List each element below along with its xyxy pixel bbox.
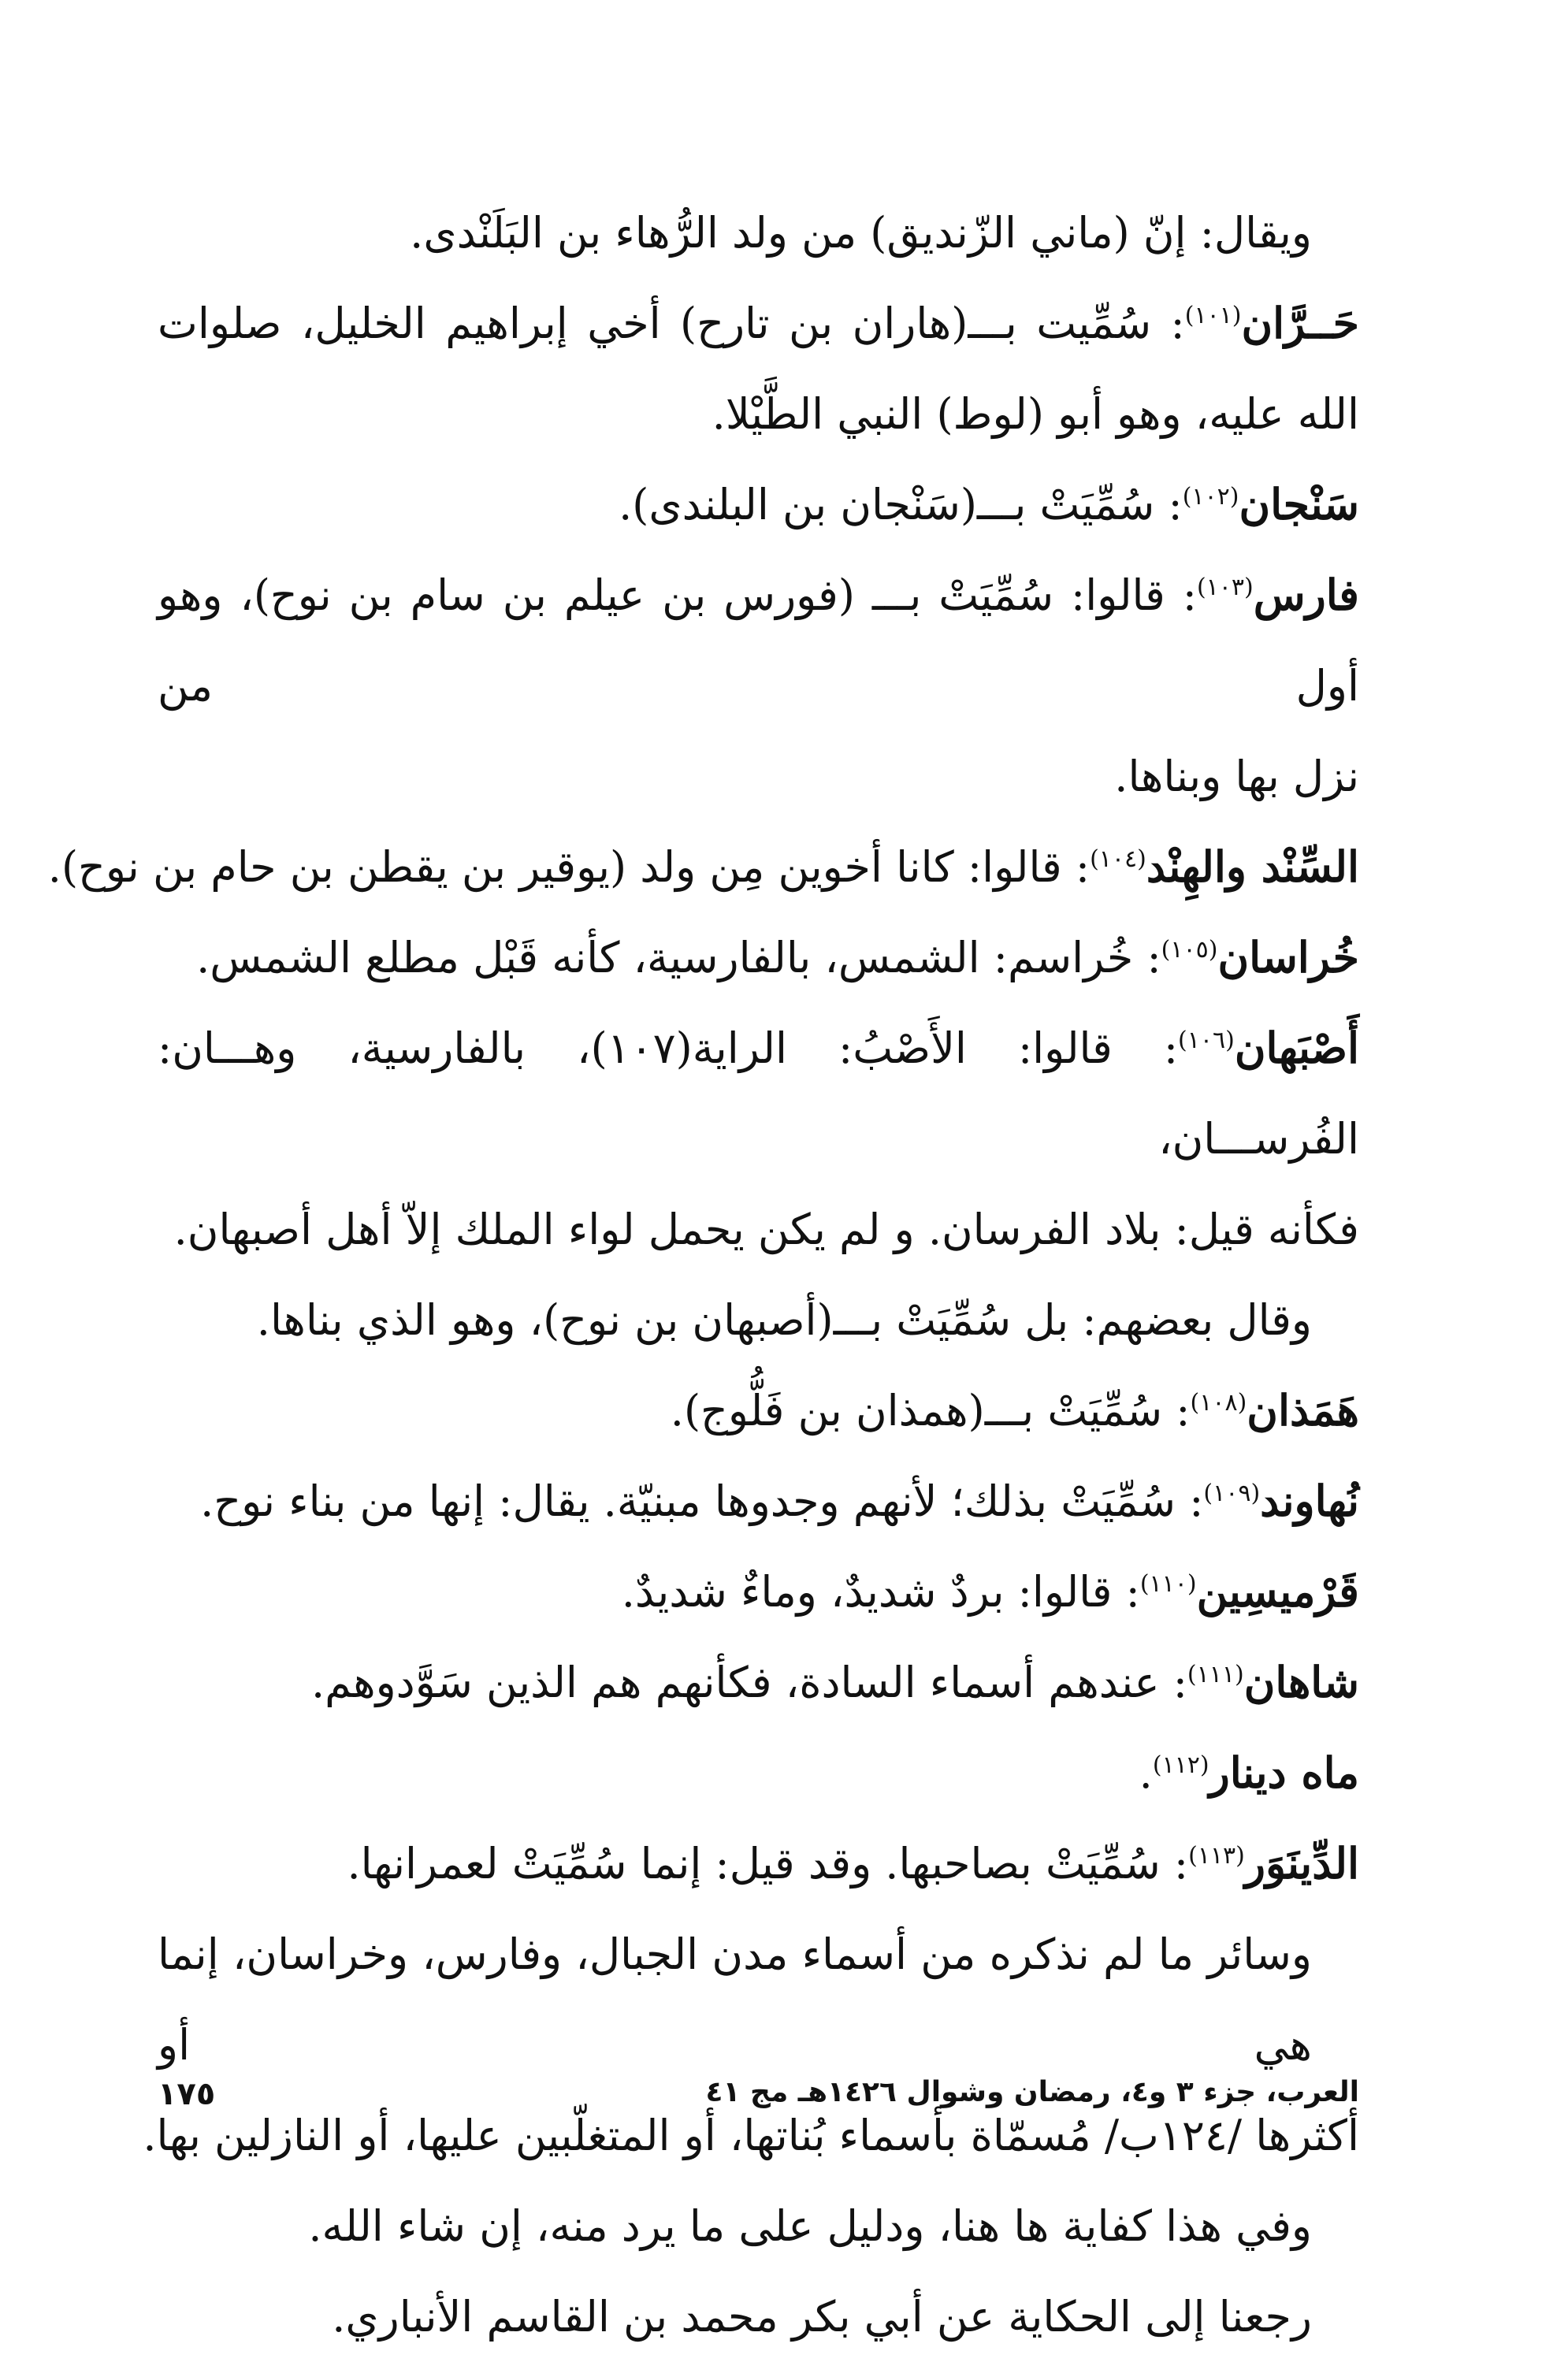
entry-text: : قالوا: سُمِّيَتْ بـــ (فورس بن عيلم بن سام بن نوح)، وهو أول من [158, 570, 1359, 711]
entry-mah-dinar [158, 1728, 1359, 1818]
entry-term: السِّنْد والهِنْد [1146, 841, 1359, 892]
entry-shahan [158, 1637, 1359, 1728]
entry-term: فارس [1253, 570, 1359, 620]
line-text: رجعنا إلى الحكاية عن أبي بكر محمد بن القاسم الأنباري. [332, 2292, 1312, 2342]
journal-citation: العرب، جزء ٣ و٤، رمضان وشوال ١٤٢٦هـ مج ٤١ [705, 2076, 1359, 2108]
entry-term: سَنْجان [1239, 479, 1359, 529]
footnote-ref: (١٠٦) [1178, 1027, 1235, 1054]
entry-term: هَمَذان [1247, 1385, 1359, 1435]
line-text: أكثرها /١٢٤ب/ مُسمّاة بأسماء بُناتها، أو المتغلّبين عليها، أو النازلين بها. [143, 2111, 1359, 2160]
entry-khurasan [158, 912, 1359, 1003]
entry-isbahan [158, 1003, 1359, 1184]
footnote-ref: (١٠١) [1184, 302, 1242, 329]
paragraph-line [158, 1275, 1359, 1365]
paragraph-line [158, 2181, 1359, 2271]
entry-text: : خُراسم: الشمس، بالفارسية، كأنه قَبْل مطلع الشمس. [196, 933, 1161, 982]
paragraph-line [158, 188, 1359, 278]
line-text: وقال بعضهم: بل سُمِّيَتْ بـــ(أصبهان بن نوح)، وهو الذي بناها. [256, 1295, 1312, 1345]
line-text: وسائر ما لم نذكره من أسماء مدن الجبال، وفارس، وخراسان، إنما هي أو [158, 1929, 1312, 2070]
paragraph-line [158, 1184, 1359, 1275]
entry-term: نُهاوند [1260, 1476, 1359, 1526]
entry-term: ماه دينار [1209, 1747, 1359, 1798]
page-footer [158, 2076, 1359, 2131]
page-number: ١٧٥ [158, 2076, 216, 2112]
entry-term: قَرْميسِين [1196, 1566, 1359, 1617]
entry-term: حَــرَّان [1241, 298, 1359, 348]
entry-text: : سُمِّيَتْ بذلك؛ لأنهم وجدوها مبنيّة. يقال: إنها من بناء نوح. [200, 1476, 1204, 1526]
footnote-ref: (١٠٣) [1196, 574, 1254, 601]
paragraph-line [158, 369, 1359, 459]
entry-text: : سُمِّيَتْ بـــ(همذان بن فَلُّوج). [670, 1386, 1191, 1435]
entry-text: : قالوا: الأَصْبُ: الراية(١٠٧)، بالفارسية، وهـــان: الفُرســـان، [158, 1023, 1359, 1164]
entry-term: الدِّينَوَر [1244, 1838, 1359, 1888]
entry-text: : قالوا: بردٌ شديدٌ، وماءٌ شديدٌ. [621, 1567, 1140, 1617]
footnote-ref: (١١٢) [1152, 1751, 1209, 1779]
footnote-ref: (١٠٥) [1161, 936, 1218, 964]
entry-text: . [1139, 1748, 1153, 1798]
line-text: ويقال: إنّ (ماني الزّنديق) من ولد الرُّهاء بن البَلَنْدى. [410, 208, 1312, 258]
entry-harran [158, 278, 1359, 369]
entry-sanjan [158, 459, 1359, 550]
footnote-ref: (١١٠) [1139, 1570, 1197, 1598]
line-text: نزل بها وبناها. [1114, 752, 1359, 801]
paragraph-line [158, 731, 1359, 822]
entry-term: شاهان [1243, 1657, 1359, 1707]
entry-hamadhan [158, 1365, 1359, 1456]
footnote-ref: (١١٣) [1188, 1842, 1245, 1870]
footnote-ref: (١٠٢) [1182, 483, 1239, 511]
paragraph-line [158, 1909, 1359, 2090]
entry-nahawand [158, 1456, 1359, 1547]
line-text: فكأنه قيل: بلاد الفرسان. و لم يكن يحمل لواء الملك إلاّ أهل أصبهان. [173, 1205, 1359, 1254]
footnote-ref: (١٠٤) [1090, 845, 1146, 873]
paragraph-line [158, 2271, 1359, 2362]
footnote-ref: (١٠٩) [1203, 1480, 1261, 1507]
line-text: الله عليه، وهو أبو (لوط) النبي الطَّيْلا. [712, 389, 1359, 439]
line-text: وفي هذا كفاية ها هنا، ودليل على ما يرد منه، إن شاء الله. [308, 2201, 1312, 2251]
footnote-ref: (١١١) [1187, 1661, 1244, 1688]
entry-fars [158, 550, 1359, 731]
footnote-ref: (١٠٨) [1190, 1389, 1247, 1417]
entry-qarmisin [158, 1547, 1359, 1637]
entry-text: : سُمِّيَتْ بصاحبها. وقد قيل: إنما سُمِّيَتْ لعمرانها. [347, 1839, 1189, 1888]
entry-text: : قالوا: كانا أخوين مِن ولد (يوقير بن يقطن بن حام بن نوح). [47, 842, 1091, 892]
entry-sind-hind [47, 822, 1359, 912]
entry-text: : سُمِّيَتْ بـــ(سَنْجان بن البلندى). [619, 480, 1183, 529]
entry-term: أَصْبَهان [1234, 1023, 1359, 1073]
entry-text: : عندهم أسماء السادة، فكأنهم هم الذين سَوَّدوهم. [310, 1658, 1187, 1707]
body-text [47, 188, 1359, 2362]
entry-dinawar [158, 1818, 1359, 1909]
entry-term: خُراسان [1217, 932, 1359, 982]
entry-text: : سُمِّيت بـــ(هاران بن تارح) أخي إبراهيم الخليل، صلوات [158, 299, 1185, 348]
